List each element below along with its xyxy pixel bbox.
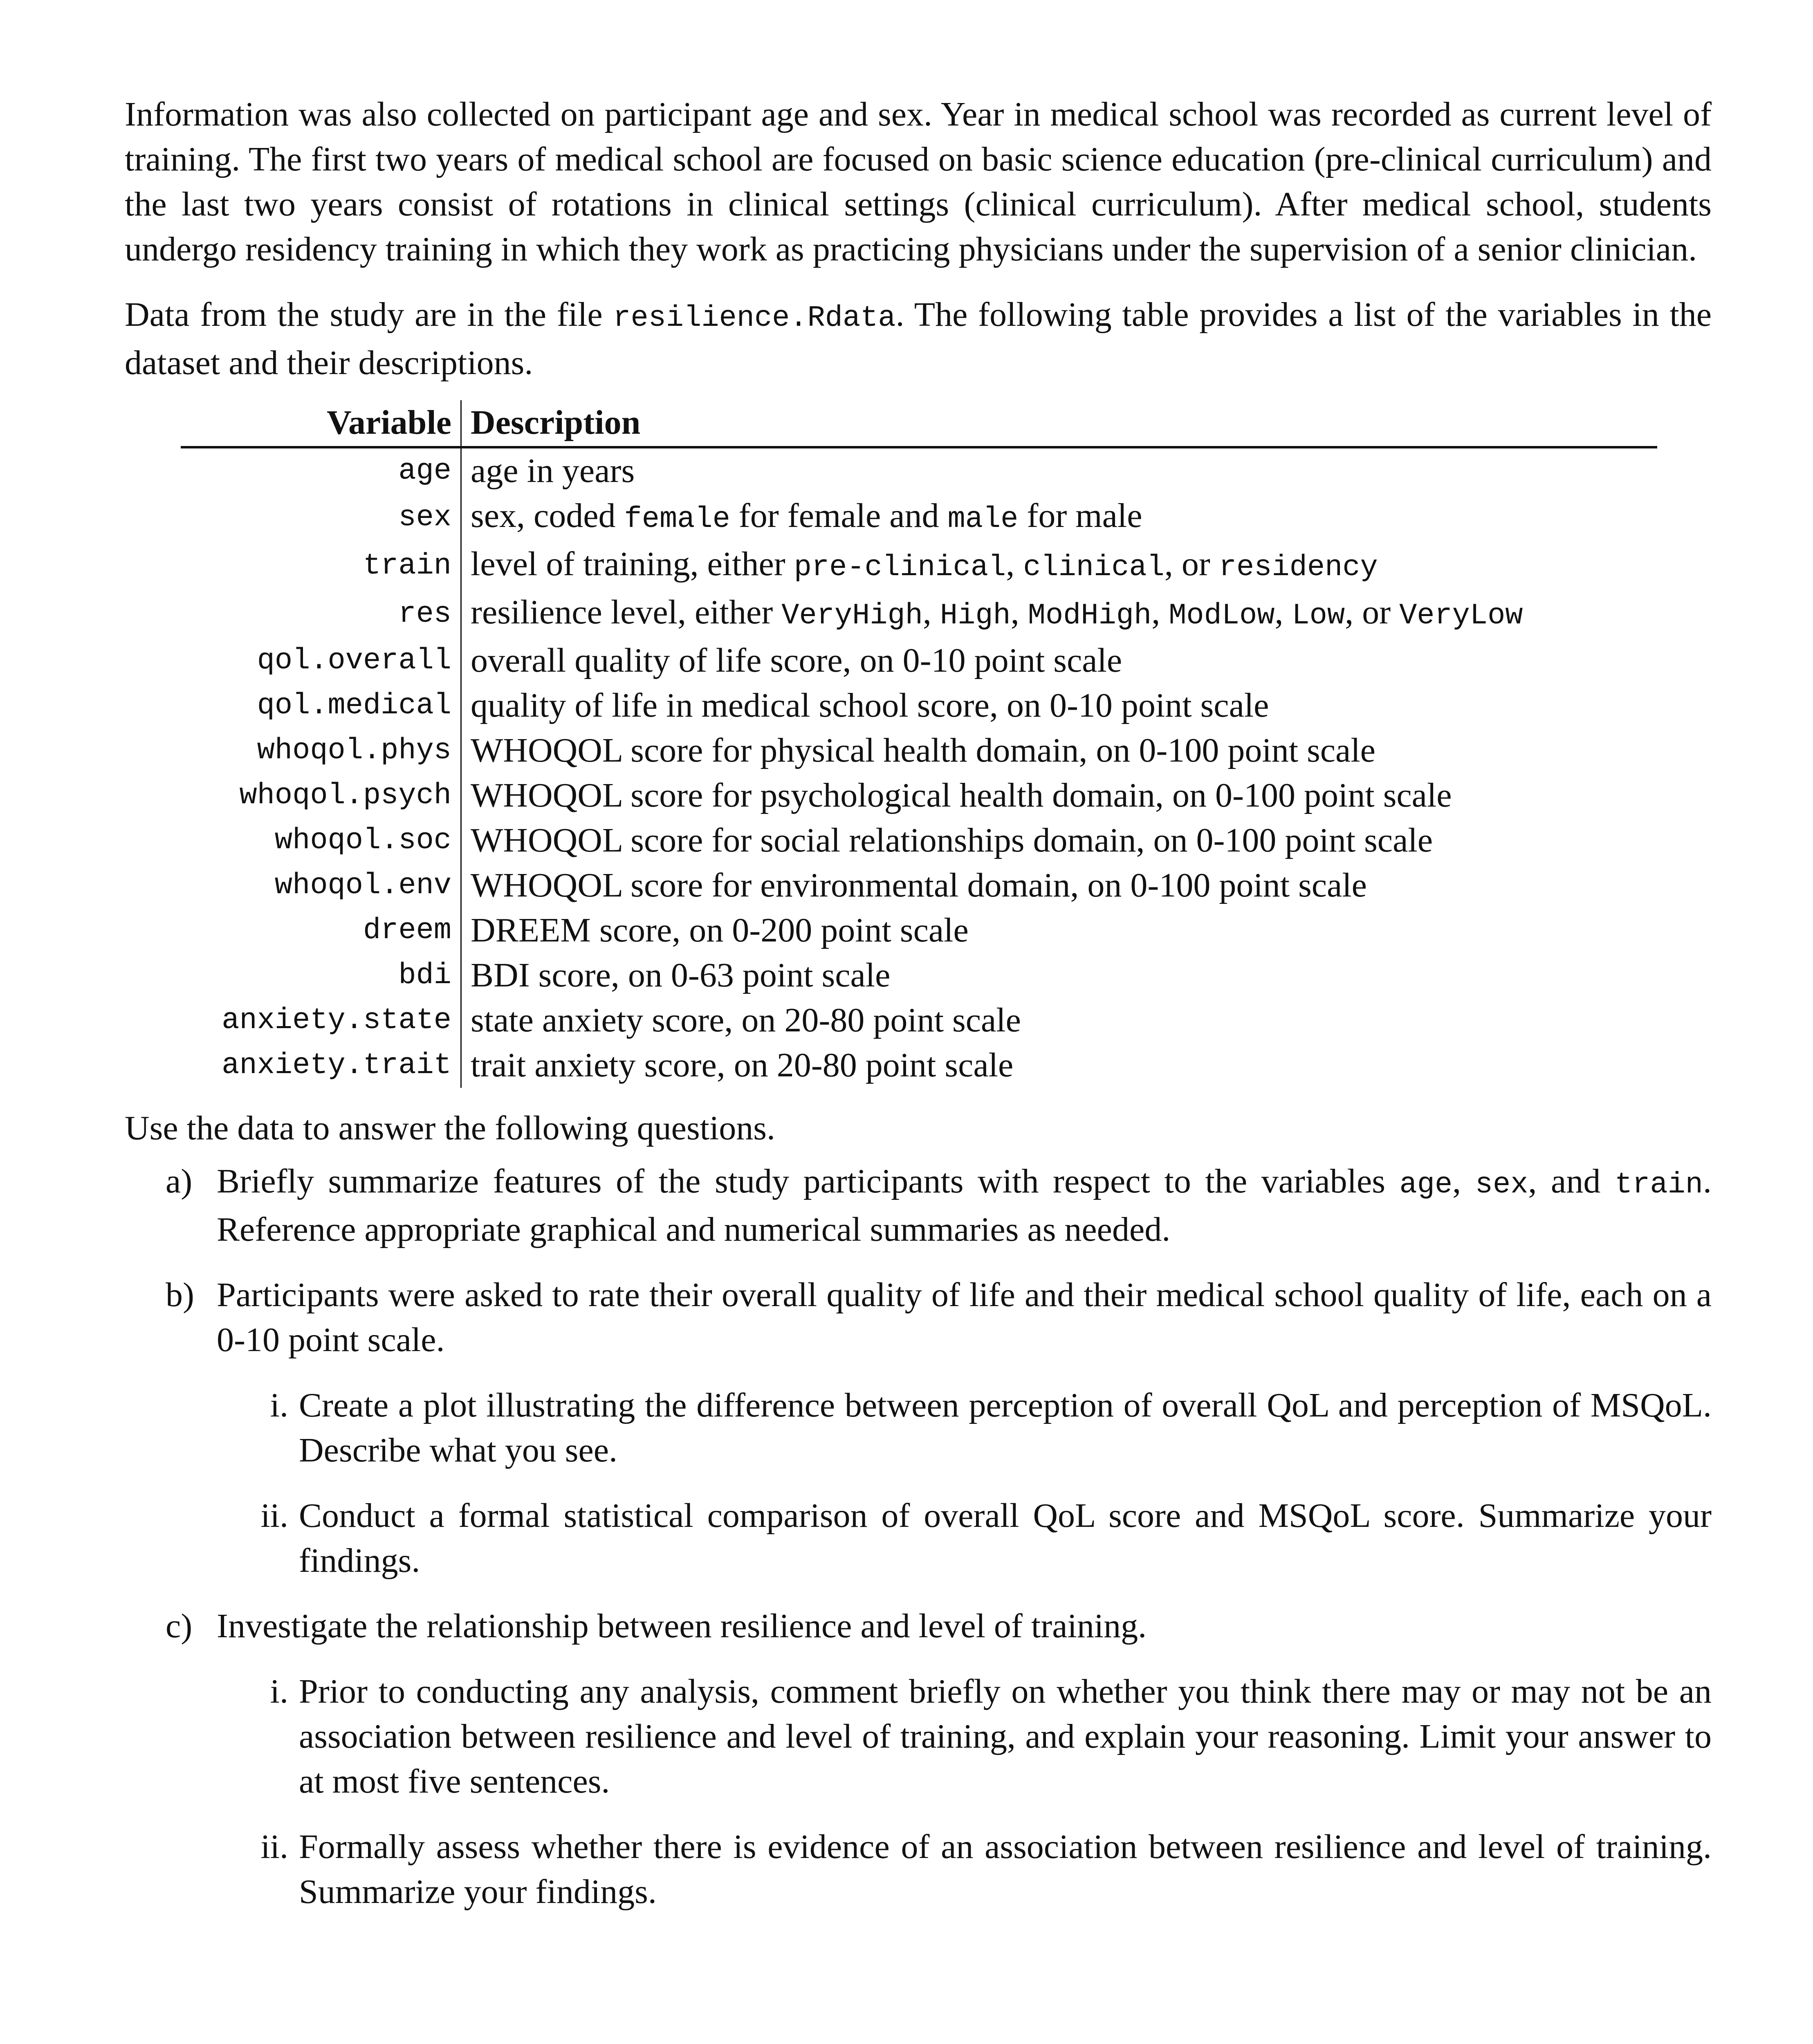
text-segment: , bbox=[1452, 1162, 1475, 1200]
variable-name: train bbox=[181, 542, 461, 590]
code-term: male bbox=[947, 502, 1019, 536]
table-row bbox=[181, 1043, 1657, 1088]
code-term: clinical bbox=[1023, 551, 1165, 584]
question-text bbox=[299, 1383, 1712, 1473]
code-term: High bbox=[940, 599, 1011, 632]
text-segment: WHOQOL score for social relationships domain, on 0-100 point scale bbox=[471, 821, 1433, 859]
text-segment: , bbox=[922, 593, 940, 631]
variable-name: whoqol.psych bbox=[181, 773, 461, 818]
text-segment: , or bbox=[1345, 593, 1400, 631]
table-row bbox=[181, 493, 1657, 542]
code-term: VeryLow bbox=[1399, 599, 1523, 632]
question-label: i. bbox=[270, 1386, 288, 1424]
question-label: a) bbox=[166, 1162, 193, 1200]
variable-description bbox=[461, 638, 1658, 683]
questions-list bbox=[125, 1159, 1712, 1914]
text-segment: quality of life in medical school score, on 0-10 point scale bbox=[471, 686, 1269, 724]
question-text bbox=[217, 1273, 1712, 1363]
variable-description bbox=[461, 818, 1658, 863]
variable-description bbox=[461, 590, 1658, 638]
text-segment: for male bbox=[1018, 497, 1142, 535]
question-label: ii. bbox=[260, 1828, 288, 1866]
question-item bbox=[125, 1493, 1712, 1583]
text-segment: Prior to conducting any analysis, comment briefly on whether you think there may or may not be an association between resilience and level of training, and explain your reasoning. Limit your answer to at most five sentences. bbox=[299, 1672, 1712, 1800]
code-term: train bbox=[1614, 1168, 1703, 1201]
text-segment: Formally assess whether there is evidence of an association between resilience and level of training. Summarize your findings. bbox=[299, 1828, 1712, 1911]
intro-paragraph bbox=[125, 92, 1712, 272]
variable-name: sex bbox=[181, 493, 461, 542]
text-segment: Investigate the relationship between resilience and level of training. bbox=[217, 1607, 1147, 1645]
question-text bbox=[299, 1669, 1712, 1804]
text-segment: Participants were asked to rate their overall quality of life and their medical school quality of life, each on a 0-10 point scale. bbox=[217, 1276, 1712, 1359]
variable-description bbox=[461, 542, 1658, 590]
text-segment: overall quality of life score, on 0-10 point scale bbox=[471, 641, 1122, 679]
table-row bbox=[181, 773, 1657, 818]
question-item bbox=[125, 1273, 1712, 1363]
question-text bbox=[299, 1824, 1712, 1914]
variable-name: anxiety.state bbox=[181, 998, 461, 1043]
table-body bbox=[181, 447, 1657, 1088]
text-segment: for female and bbox=[730, 497, 948, 535]
question-label: b) bbox=[166, 1276, 194, 1314]
table-row bbox=[181, 683, 1657, 728]
variable-name: res bbox=[181, 590, 461, 638]
code-term: Low bbox=[1292, 599, 1345, 632]
variable-description bbox=[461, 998, 1658, 1043]
text-segment: BDI score, on 0-63 point scale bbox=[471, 956, 891, 994]
text-segment: WHOQOL score for physical health domain, on 0-100 point scale bbox=[471, 731, 1375, 769]
question-text bbox=[299, 1493, 1712, 1583]
table-row bbox=[181, 863, 1657, 908]
variable-name: anxiety.trait bbox=[181, 1043, 461, 1088]
text-segment: Data from the study are in the file bbox=[125, 296, 613, 334]
table-row bbox=[181, 447, 1657, 493]
instructions-text: Use the data to answer the following questions. bbox=[125, 1109, 775, 1147]
question-item bbox=[125, 1824, 1712, 1914]
code-term: pre-clinical bbox=[794, 551, 1006, 584]
code-term: VeryHigh bbox=[781, 599, 923, 632]
table-row bbox=[181, 818, 1657, 863]
text-segment: , bbox=[1274, 593, 1292, 631]
variable-name: dreem bbox=[181, 908, 461, 953]
text-segment: trait anxiety score, on 20-80 point scale bbox=[471, 1046, 1014, 1084]
text-segment: . The following table provides a list of the variables in the dataset and their descriptions. bbox=[125, 296, 1712, 382]
variable-description bbox=[461, 773, 1658, 818]
question-text bbox=[217, 1604, 1712, 1649]
header-variable: Variable bbox=[181, 400, 461, 447]
table-header-row bbox=[181, 400, 1657, 447]
table-row bbox=[181, 542, 1657, 590]
variable-name: whoqol.soc bbox=[181, 818, 461, 863]
text-segment: , bbox=[1010, 593, 1028, 631]
text-segment: Information was also collected on participant age and sex. Year in medical school was recorded as current level of training. The first two years of medical school are focused on basic science education (pre-clinical curriculum) and the last two years consist of rotations in clinical settings (clinical curriculum). After medical school, students undergo residency training in which they work as practicing physicians under the supervision of a senior clinician. bbox=[125, 95, 1712, 268]
code-term: ModHigh bbox=[1028, 599, 1152, 632]
code-term: sex bbox=[1475, 1168, 1528, 1201]
text-segment: , bbox=[1151, 593, 1169, 631]
question-item bbox=[125, 1159, 1712, 1252]
question-item bbox=[125, 1383, 1712, 1473]
table-row bbox=[181, 908, 1657, 953]
variable-description bbox=[461, 728, 1658, 773]
question-item bbox=[125, 1604, 1712, 1649]
variable-description bbox=[461, 683, 1658, 728]
table-row bbox=[181, 638, 1657, 683]
text-segment: sex, coded bbox=[471, 497, 624, 535]
variable-name: qol.overall bbox=[181, 638, 461, 683]
text-segment: Briefly summarize features of the study participants with respect to the variables bbox=[217, 1162, 1400, 1200]
variable-description bbox=[461, 908, 1658, 953]
text-segment: resilience level, either bbox=[471, 593, 782, 631]
variable-description bbox=[461, 863, 1658, 908]
question-item bbox=[125, 1669, 1712, 1804]
text-segment: WHOQOL score for psychological health domain, on 0-100 point scale bbox=[471, 776, 1452, 814]
code-term: female bbox=[624, 502, 730, 536]
variable-description bbox=[461, 493, 1658, 542]
question-text bbox=[217, 1159, 1712, 1252]
question-label: ii. bbox=[260, 1497, 288, 1535]
text-segment: Create a plot illustrating the difference between perception of overall QoL and perception of MSQoL. Describe what you see. bbox=[299, 1386, 1712, 1469]
table-row bbox=[181, 590, 1657, 638]
question-label: i. bbox=[270, 1672, 288, 1710]
variable-description bbox=[461, 447, 1658, 493]
header-description: Description bbox=[461, 400, 1658, 447]
code-term: residency bbox=[1218, 551, 1378, 584]
question-label: c) bbox=[166, 1607, 193, 1645]
code-term: age bbox=[1399, 1168, 1453, 1201]
table-row bbox=[181, 728, 1657, 773]
code-term: ModLow bbox=[1169, 599, 1275, 632]
text-segment: age in years bbox=[471, 452, 635, 490]
variable-name: whoqol.phys bbox=[181, 728, 461, 773]
text-segment: level of training, either bbox=[471, 545, 794, 583]
variable-description bbox=[461, 1043, 1658, 1088]
table-row bbox=[181, 953, 1657, 998]
code-term: resilience.Rdata bbox=[613, 301, 896, 335]
text-segment: . Reference appropriate graphical and numerical summaries as needed. bbox=[217, 1162, 1712, 1248]
variables-table bbox=[181, 400, 1657, 1088]
text-segment: , bbox=[1006, 545, 1023, 583]
text-segment: , and bbox=[1528, 1162, 1615, 1200]
variable-name: age bbox=[181, 447, 461, 493]
text-segment: , or bbox=[1164, 545, 1219, 583]
variable-name: qol.medical bbox=[181, 683, 461, 728]
text-segment: DREEM score, on 0-200 point scale bbox=[471, 911, 969, 949]
text-segment: state anxiety score, on 20-80 point scale bbox=[471, 1001, 1021, 1039]
data-file-paragraph bbox=[125, 292, 1712, 385]
document-page bbox=[125, 0, 1712, 1939]
variable-name: bdi bbox=[181, 953, 461, 998]
text-segment: Conduct a formal statistical comparison of overall QoL score and MSQoL score. Summarize your findings. bbox=[299, 1497, 1712, 1580]
table-row bbox=[181, 998, 1657, 1043]
variable-description bbox=[461, 953, 1658, 998]
text-segment: WHOQOL score for environmental domain, on 0-100 point scale bbox=[471, 866, 1367, 904]
variable-name: whoqol.env bbox=[181, 863, 461, 908]
